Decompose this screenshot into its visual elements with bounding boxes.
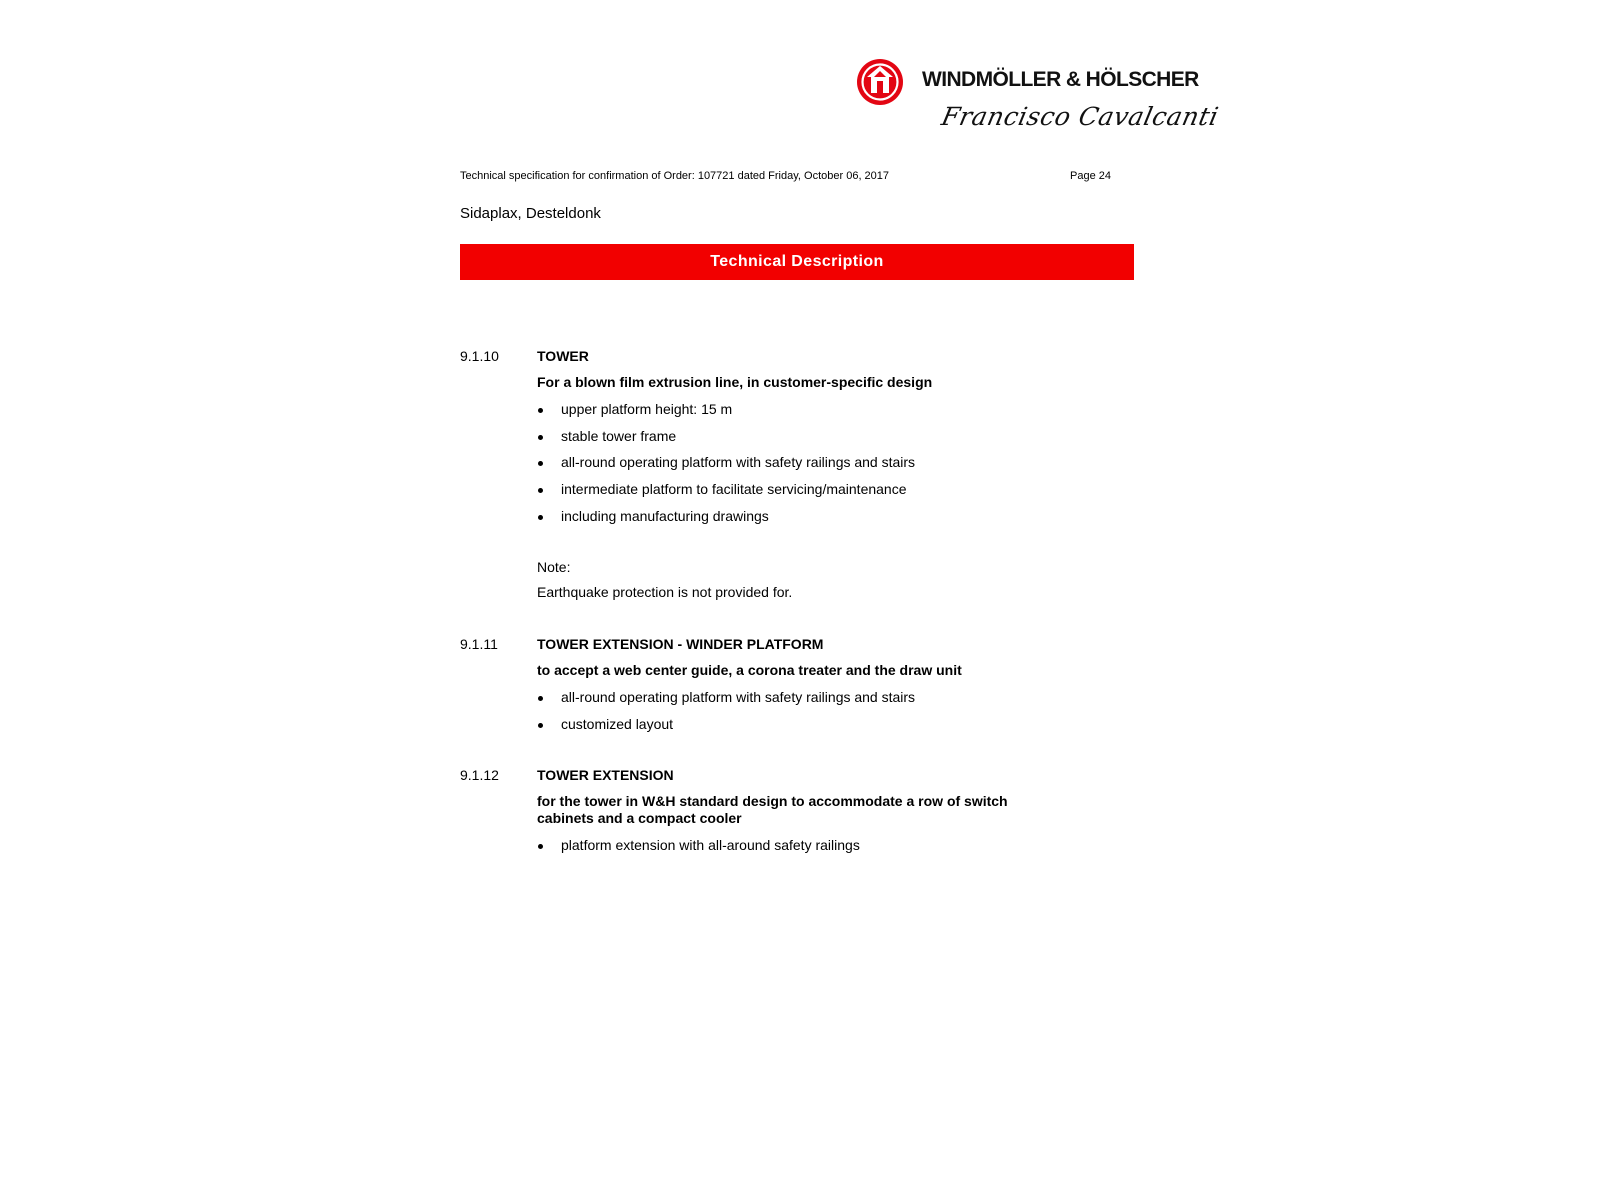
list-item: customized layout [537, 716, 915, 743]
section-title: TOWER EXTENSION - WINDER PLATFORM [537, 636, 824, 652]
list-item: platform extension with all-around safety railings [537, 837, 860, 864]
list-item: stable tower frame [537, 428, 915, 455]
section-subtitle: For a blown film extrusion line, in customer-specific design [537, 374, 933, 390]
signature: Francisco Cavalcanti [938, 102, 1222, 131]
section-banner [460, 244, 1134, 280]
banner-title: Technical Description [710, 253, 884, 270]
list-item: upper platform height: 15 m [537, 401, 915, 428]
section-subtitle: for the tower in W&H standard design to accommodate a row of switch cabinets and a compact cooler [537, 793, 1008, 826]
customer-name: Sidaplax, Desteldonk [460, 205, 601, 222]
list-item: including manufacturing drawings [537, 508, 915, 535]
bullet-list [537, 689, 915, 742]
list-item: intermediate platform to facilitate servicing/maintenance [537, 481, 915, 508]
bullet-list [537, 401, 915, 534]
section-number: 9.1.12 [460, 767, 499, 783]
page-number: Page 24 [1070, 170, 1111, 182]
section-subtitle: to accept a web center guide, a corona treater and the draw unit [537, 662, 962, 678]
list-item: all-round operating platform with safety railings and stairs [537, 454, 915, 481]
note-text: Earthquake protection is not provided for. [537, 584, 793, 600]
spec-header-line: Technical specification for confirmation of Order: 107721 dated Friday, October 06, 2017 [460, 170, 890, 182]
section-title: TOWER [537, 348, 589, 364]
bullet-list [537, 837, 860, 864]
list-item: all-round operating platform with safety railings and stairs [537, 689, 915, 716]
brand-name: WINDMÖLLER & HÖLSCHER [922, 68, 1199, 91]
note-label: Note: [537, 559, 571, 575]
section-number: 9.1.11 [460, 636, 498, 652]
section-title: TOWER EXTENSION [537, 767, 674, 783]
wh-logo-icon [855, 57, 905, 107]
section-number: 9.1.10 [460, 348, 499, 364]
